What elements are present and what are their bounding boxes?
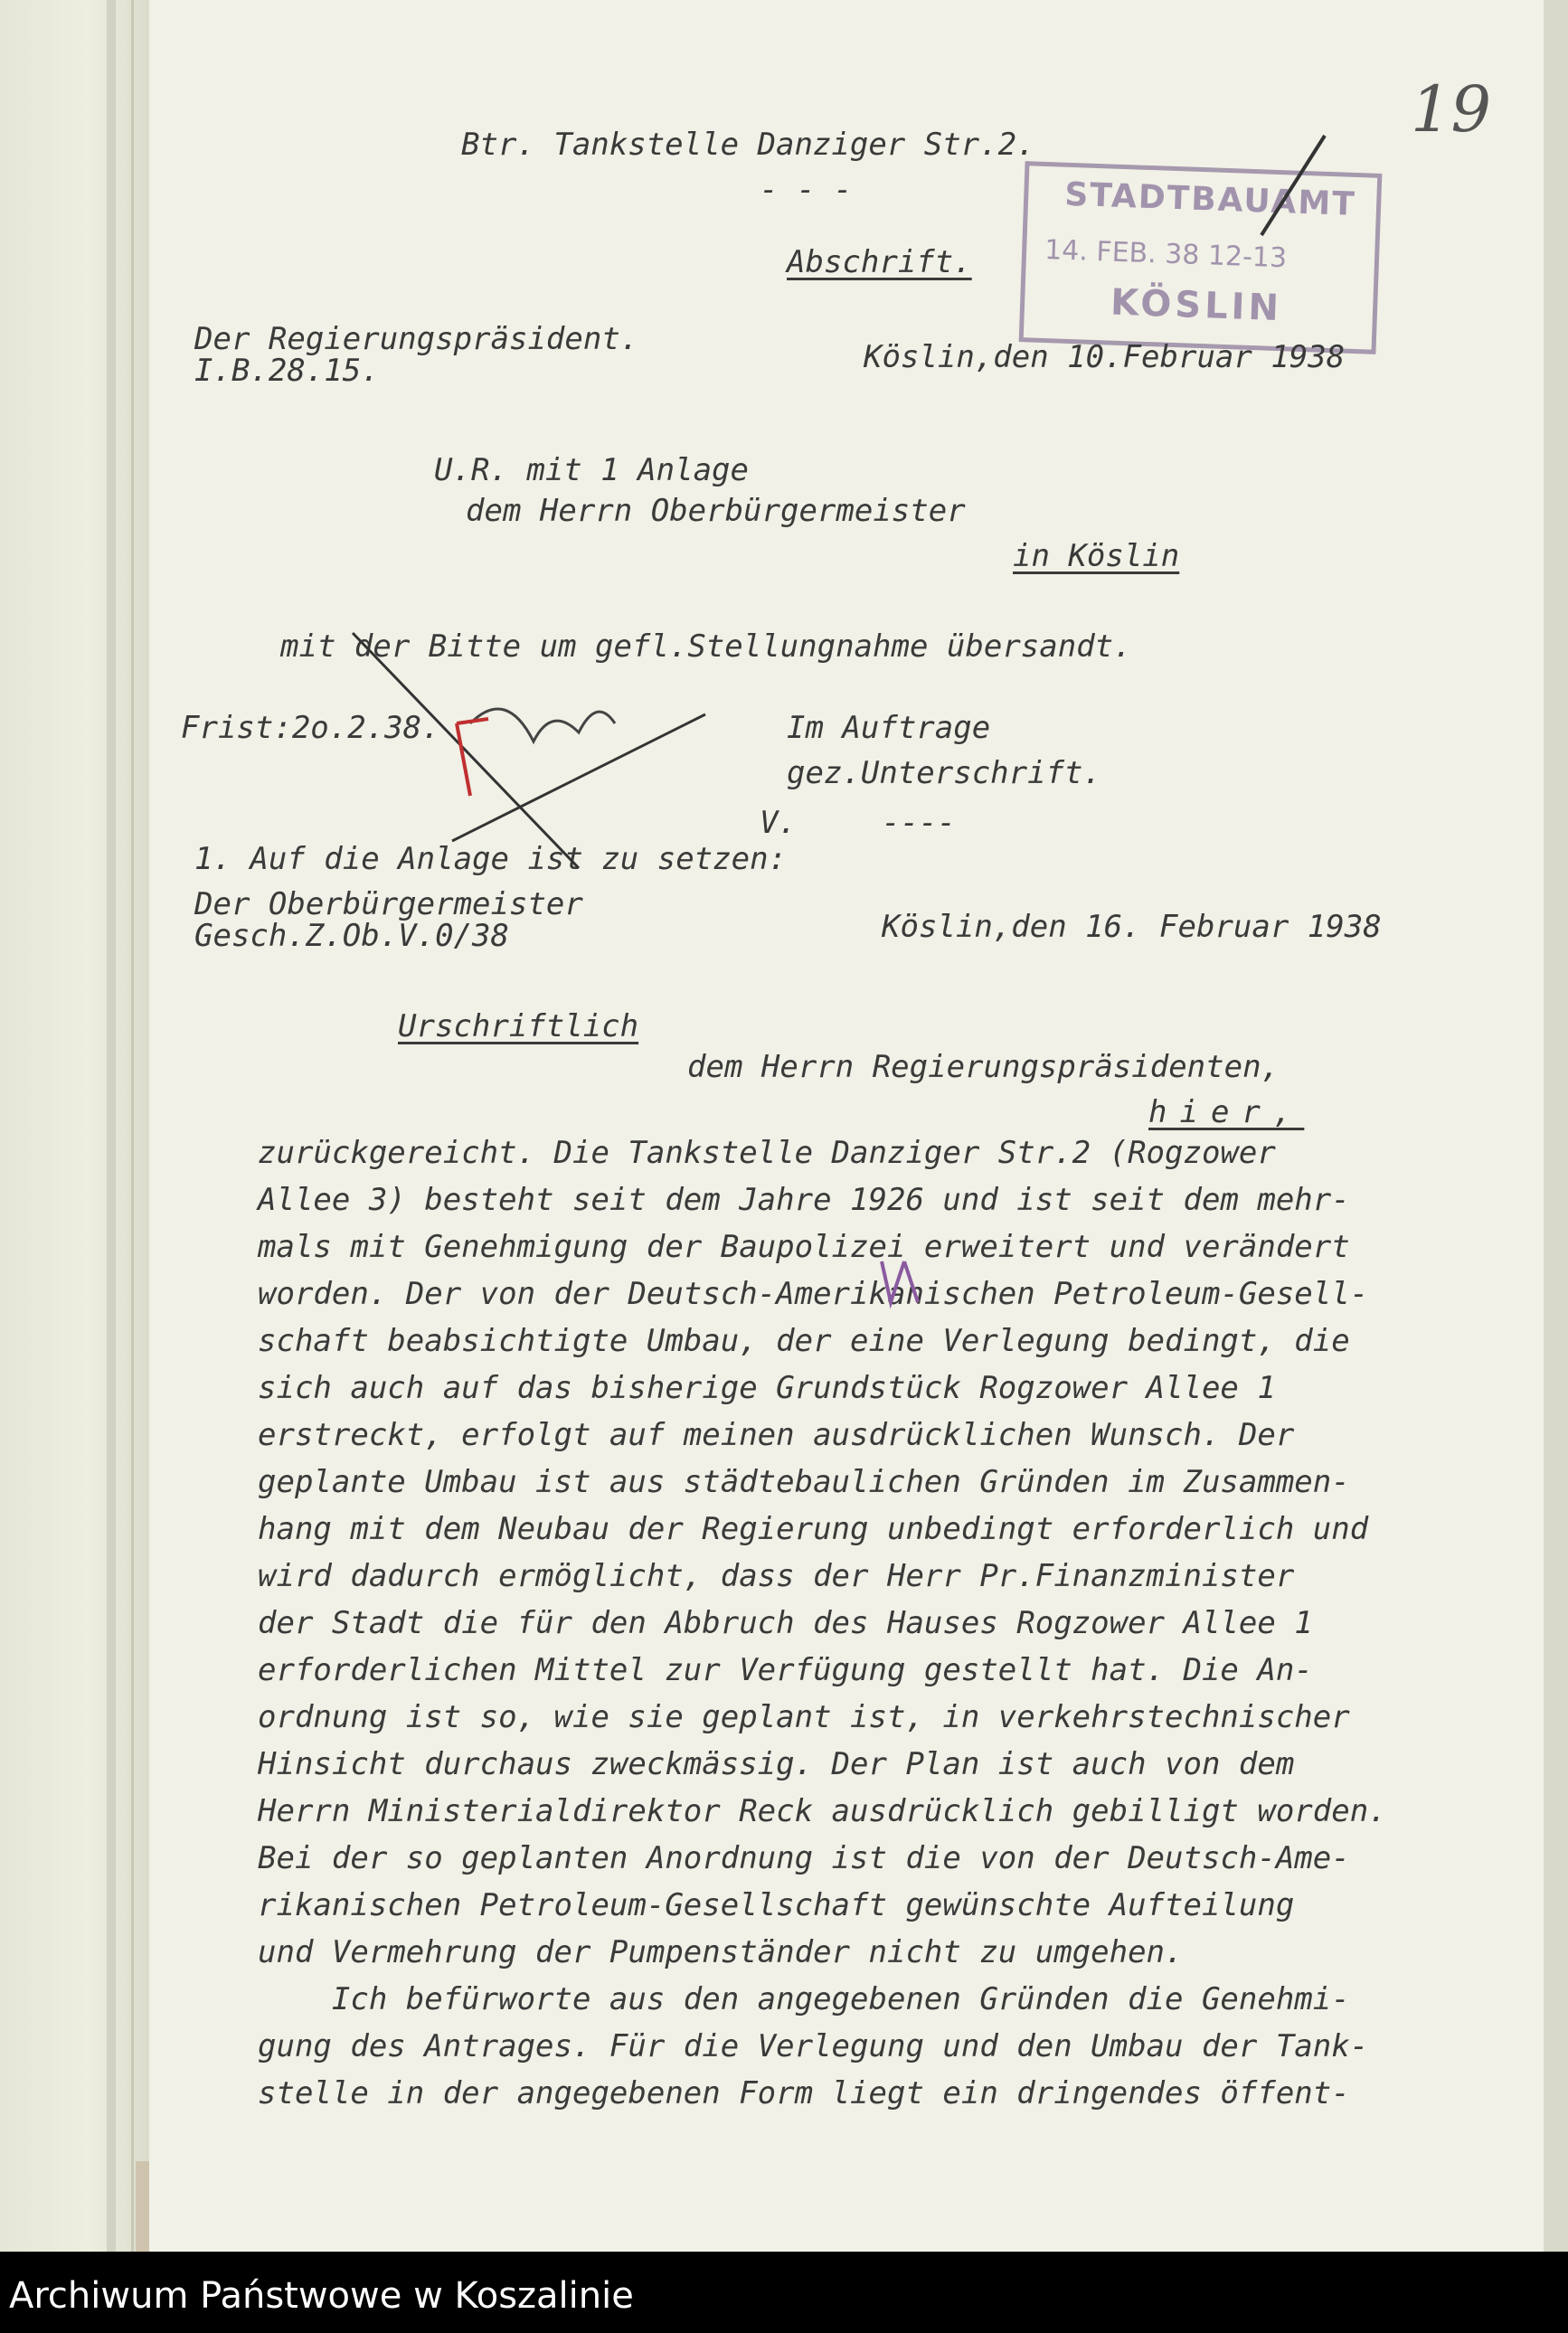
body-line: rikanischen Petroleum-Gesellschaft gewünschte Aufteilung — [258, 1887, 1295, 1923]
archive-credit: Archiwum Państwowe w Koszalinie — [9, 2275, 634, 2317]
body-line: worden. Der von der Deutsch-Amerikanischen Petroleum-Gesell- — [258, 1276, 1369, 1312]
checkmark-stroke — [1261, 136, 1325, 235]
separator-dashes: - - - — [760, 172, 853, 208]
body-line: Hinsicht durchaus zweckmässig. Der Plan ist auch von dem — [258, 1746, 1295, 1782]
body-line: erstreckt, erfolgt auf meinen ausdrücklichen Wunsch. Der — [258, 1417, 1295, 1453]
page-number: 19 — [1411, 72, 1492, 146]
subject-line: Btr. Tankstelle Danziger Str.2. — [461, 127, 1035, 163]
body-line: gung des Antrages. Für die Verlegung und den Umbau der Tank- — [258, 2028, 1369, 2064]
body-line: mals mit Genehmigung der Baupolizei erweitert und verändert — [258, 1229, 1350, 1265]
body-line: Allee 3) besteht seit dem Jahre 1926 und ist seit dem mehr- — [258, 1182, 1350, 1218]
body-line: Bei der so geplanten Anordnung ist die von der Deutsch-Ame- — [258, 1840, 1350, 1876]
stamp-date: 14. FEB. 38 12-13 — [1044, 233, 1288, 275]
date-line-1: Köslin,den 10.Februar 1938 — [864, 339, 1346, 375]
heading-abschrift: Abschrift. — [787, 244, 972, 280]
body-line: und Vermehrung der Pumpenständer nicht zu umgehen. — [258, 1934, 1184, 1970]
body-line: ordnung ist so, wie sie geplant ist, in verkehrstechnischer — [258, 1699, 1350, 1735]
body-line: erforderlichen Mittel zur Verfügung gestellt hat. Die An- — [258, 1652, 1313, 1688]
body-line: der Stadt die für den Abbruch des Hauses Rogzower Allee 1 — [258, 1605, 1313, 1641]
stamp-city: KÖSLIN — [1110, 281, 1283, 330]
ur-line-2: dem Herrn Oberbürgermeister — [466, 493, 966, 529]
commission-line-1: Im Auftrage — [787, 710, 991, 746]
initials-scribble — [470, 709, 615, 741]
mayor-title: Der Oberbürgermeister — [194, 886, 583, 922]
mayor-reference: Gesch.Z.Ob.V.0/38 — [194, 918, 509, 954]
ur-line-1: U.R. mit 1 Anlage — [434, 452, 749, 488]
body-line: sich auch auf das bisherige Grundstück Rogzower Allee 1 — [258, 1370, 1276, 1406]
body-line: wird dadurch ermöglicht, dass der Herr Pr.Finanzminister — [258, 1558, 1295, 1594]
body-line: Herrn Ministerialdirektor Reck ausdrücklich gebilligt worden. — [258, 1793, 1387, 1829]
urschriftlich-heading: Urschriftlich — [398, 1008, 639, 1044]
body-line: geplante Umbau ist aus städtebaulichen Gründen im Zusammen- — [258, 1464, 1350, 1500]
commission-line-2: gez.Unterschrift. — [787, 755, 1101, 791]
instruction-item-1: 1. Auf die Anlage ist zu setzen: — [194, 841, 788, 877]
separator-dashes-2: ---- — [882, 805, 956, 841]
sender-reference: I.B.28.15. — [194, 353, 380, 389]
body-line: hang mit dem Neubau der Regierung unbedingt erforderlich und — [258, 1511, 1369, 1547]
ur-line-3: in Köslin — [1013, 538, 1180, 574]
addressee-location: hier, — [1148, 1094, 1305, 1130]
body-line: schaft beabsichtigte Umbau, der eine Verlegung bedingt, die — [258, 1323, 1350, 1359]
body-line: Ich befürworte aus den angegebenen Gründen die Genehmi- — [258, 1981, 1350, 2017]
date-line-2: Köslin,den 16. Februar 1938 — [882, 909, 1382, 945]
body-line: zurückgereicht. Die Tankstelle Danziger Str.2 (Rogzower — [258, 1135, 1276, 1171]
deadline: Frist:2o.2.38. — [181, 710, 440, 746]
addressee-line: dem Herrn Regierungspräsidenten, — [687, 1049, 1280, 1085]
sender-title: Der Regierungspräsident. — [194, 321, 639, 357]
body-line: stelle in der angegebenen Form liegt ein dringendes öffent- — [258, 2075, 1350, 2111]
stamp-office: STADTBAUAMT — [1063, 175, 1357, 223]
v-marker: V. — [760, 805, 797, 841]
purple-mark — [882, 1261, 918, 1302]
request-line: mit der Bitte um gefl.Stellungnahme übersandt. — [280, 628, 1132, 665]
